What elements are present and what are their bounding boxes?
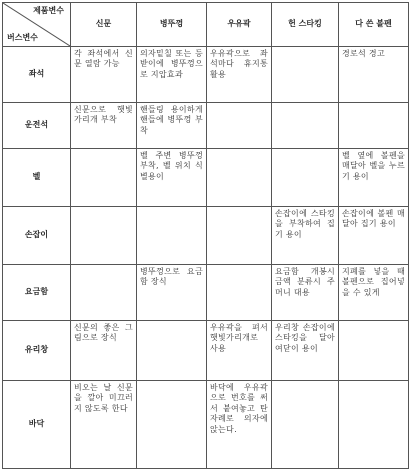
table-row: [3, 381, 409, 469]
table-cell: 요금함 개봉시 금액 분류시 주머니 대용: [272, 265, 339, 321]
table-cell: 우유곽으로 좌석마다 휴지통 활용: [207, 47, 272, 103]
table-cell: 신문으로 햇빛가리개 부착: [71, 103, 137, 149]
table-cell: 손잡이에 스타킹을 부착하여 집기 용이: [272, 207, 339, 265]
table-row: [3, 207, 409, 265]
table-cell: [71, 265, 137, 321]
table-cell: [207, 207, 272, 265]
table-cell: 우리창 손잡이에 스타킹을 달아 여닫이 용이: [272, 321, 339, 381]
header-row: [3, 3, 409, 47]
corner-header-cell: [3, 3, 71, 47]
table-cell: [71, 149, 137, 207]
column-header-old-stocking: 헌 스타킹: [272, 3, 339, 47]
column-header-milk-carton: 우유곽: [207, 3, 272, 47]
row-header-fare-box: 요금함: [3, 265, 71, 321]
table-row: [3, 149, 409, 207]
idea-matrix-document: [2, 2, 408, 469]
table-cell: 신문의 좋은 그림으로 장식: [71, 321, 137, 381]
column-header-used-pen: 다 쓴 볼펜: [339, 3, 409, 47]
table-cell: 벨 주변 병뚜껑 부착, 벨 위치 식별용이: [137, 149, 207, 207]
row-header-bell: 벨: [3, 149, 71, 207]
table-cell: 비오는 날 신문을 깔아 미끄러지 않도록 한다: [71, 381, 137, 469]
table-row: [3, 321, 409, 381]
table-cell: 병뚜껑으로 요금함 장식: [137, 265, 207, 321]
table-cell: [272, 149, 339, 207]
table-cell: [137, 321, 207, 381]
table-cell: [207, 265, 272, 321]
table-cell: [272, 381, 339, 469]
row-header-window: 유리창: [3, 321, 71, 381]
table-cell: [339, 103, 409, 149]
row-header-seat: 좌석: [3, 47, 71, 103]
row-header-handle: 손잡이: [3, 207, 71, 265]
table-cell: 손잡이에 볼펜 매달아 집기 용이: [339, 207, 409, 265]
table-cell: [339, 321, 409, 381]
column-header-bottle-cap: 병뚜껑: [137, 3, 207, 47]
table-cell: [137, 207, 207, 265]
table-row: [3, 47, 409, 103]
table-cell: 지폐를 넣을 때 볼펜으로 집어넣을 수 있게: [339, 265, 409, 321]
table-cell: [272, 103, 339, 149]
table-cell: 의자밑칠 또는 등받이에 병뚜껑으로 지압효과: [137, 47, 207, 103]
corner-label-product-variable: 제품변수: [33, 6, 64, 15]
table-row: [3, 265, 409, 321]
table-cell: [137, 381, 207, 469]
table-cell: [207, 149, 272, 207]
column-header-newspaper: 신문: [71, 3, 137, 47]
corner-label-bus-variable: 버스변수: [7, 32, 38, 42]
table-cell: [71, 207, 137, 265]
table-cell: [207, 103, 272, 149]
table-cell: [272, 47, 339, 103]
table-cell: 벨 옆에 볼펜을 매달아 벨을 누르기 용이: [339, 149, 409, 207]
table-cell: [339, 381, 409, 469]
row-header-driver-seat: 운전석: [3, 103, 71, 149]
table-cell: 우유곽을 펴서 햇빛가리개로 사용: [207, 321, 272, 381]
table-cell: 경로석 경고: [339, 47, 409, 103]
table-cell: 각 좌석에서 신문 열람 가능: [71, 47, 137, 103]
table-row: [3, 103, 409, 149]
idea-matrix-table: [2, 2, 409, 469]
table-cell: 바닥에 우유곽으로 번호를 써서 붙여놓고 탄 자례로 의자에 앉는다.: [207, 381, 272, 469]
table-cell: 핸들링 용이하게 핸들에 병뚜껑 부착: [137, 103, 207, 149]
row-header-floor: 바닥: [3, 381, 71, 469]
